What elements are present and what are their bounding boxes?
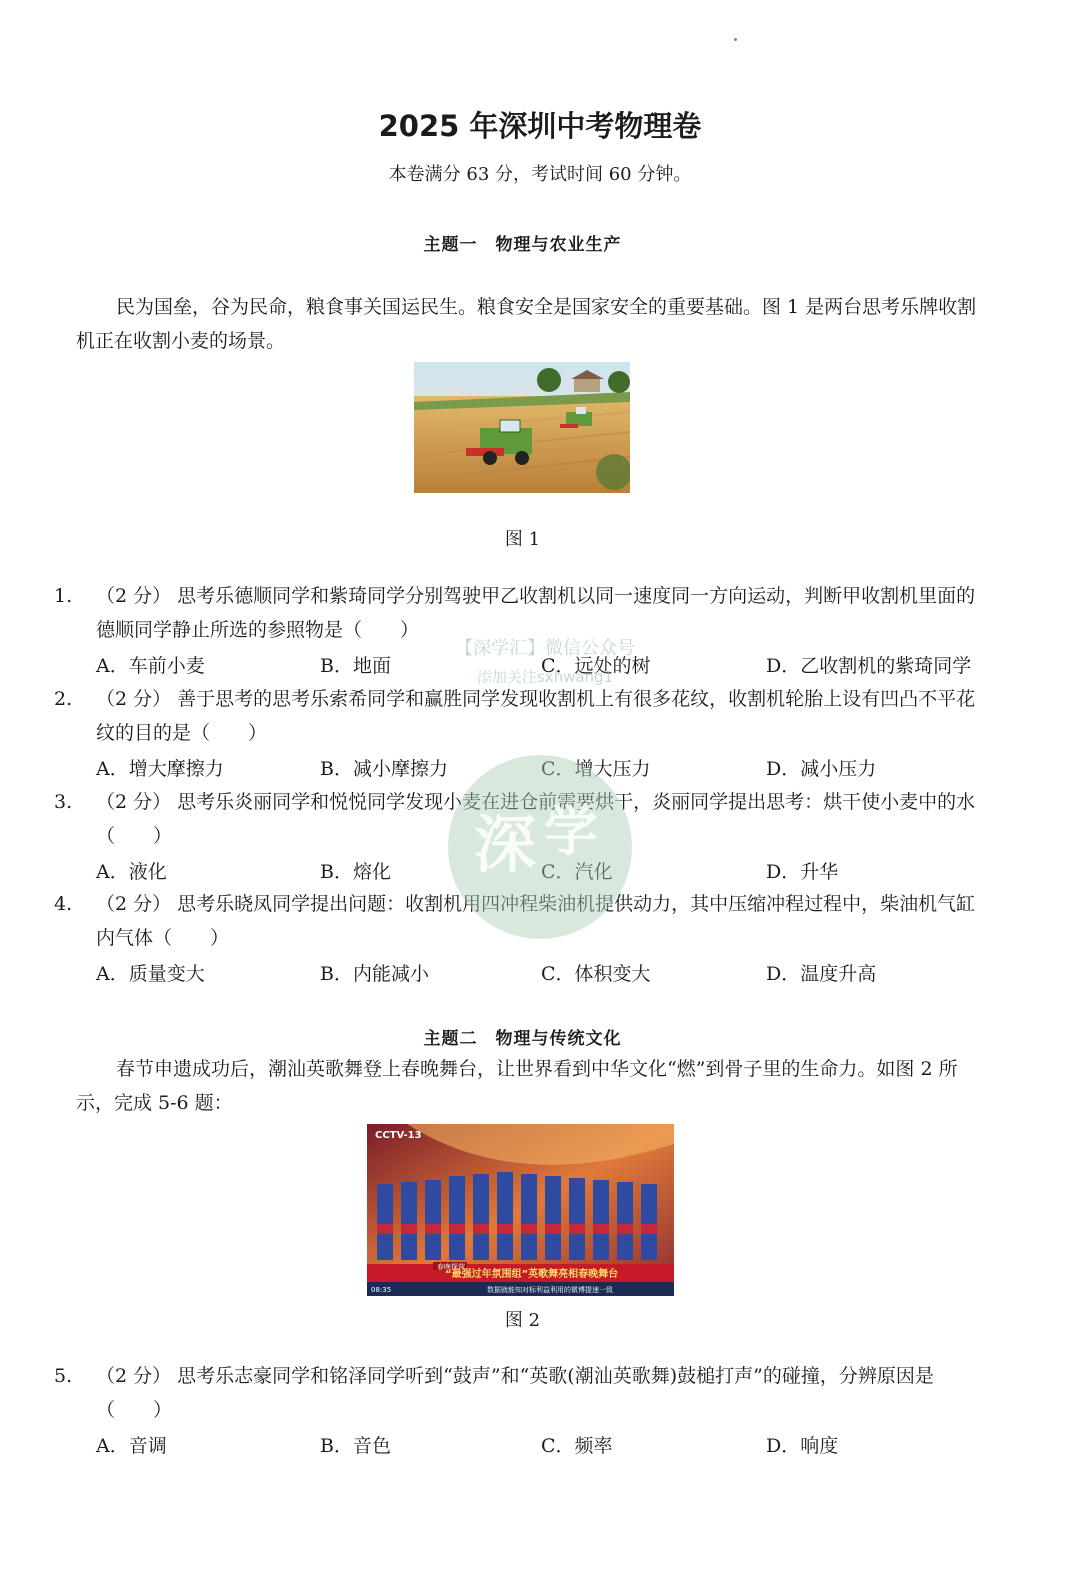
question-score: （2 分） — [96, 585, 172, 607]
tv-ticker: 数据就能知对标利益利用的微博提速一致 — [487, 1286, 613, 1294]
option-2a: A．增大摩擦力 — [96, 758, 224, 780]
option-3a: A．液化 — [96, 861, 167, 883]
topic2-heading: 主题二 物理与传统文化 — [423, 1029, 622, 1049]
question-text: 思考乐炎丽同学和悦悦同学发现小麦在进仓前需要烘干，炎丽同学提出思考：烘干使小麦中的水（ ） — [96, 791, 976, 847]
option-4b: B．内能减小 — [320, 963, 429, 985]
option-3c: C．汽化 — [541, 861, 613, 883]
exam-subtitle: 本卷满分 63 分，考试时间 60 分钟。 — [388, 164, 692, 185]
option-2b: B．减小摩擦力 — [320, 758, 448, 780]
tv-headline: “最强过年氛围组”英歌舞亮相春晚舞台 — [445, 1269, 619, 1280]
tv-time: 08:35 — [371, 1286, 392, 1294]
figure1-caption: 图 1 — [504, 529, 541, 550]
tv-logo: CCTV-13 — [375, 1130, 422, 1141]
option-1b: B．地面 — [320, 655, 391, 677]
option-1c: C．远处的树 — [541, 655, 651, 677]
question-score: （2 分） — [96, 893, 172, 915]
figure2-caption: 图 2 — [504, 1310, 541, 1331]
exam-title: 2025 年深圳中考物理卷 — [378, 109, 702, 143]
option-4d: D．温度升高 — [766, 963, 877, 985]
topic2-intro: 春节申遗成功后，潮汕英歌舞登上春晚舞台，让世界看到中华文化“燃”到骨子里的生命力。如图 2 所示，完成 5-6 题： — [76, 1058, 958, 1114]
question-text: 思考乐晓凤同学提出问题：收割机用四冲程柴油机提供动力，其中压缩冲程过程中，柴油机气缸内气体（ ） — [96, 893, 976, 949]
question-3 — [54, 785, 988, 853]
topic1-heading: 主题一 物理与农业生产 — [423, 235, 622, 255]
option-1d: D．乙收割机的紫琦同学 — [766, 655, 972, 677]
option-2d: D．减小压力 — [766, 758, 877, 780]
question-text: 思考乐德顺同学和紫琦同学分别驾驶甲乙收割机以同一速度同一方向运动，判断甲收割机里面的德顺同学静止所选的参照物是（ ） — [96, 585, 976, 641]
question-score: （2 分） — [96, 688, 172, 710]
question-score: （2 分） — [96, 1365, 172, 1387]
option-1a: A．车前小麦 — [96, 655, 205, 677]
decorative-dot — [734, 38, 737, 41]
question-text: 善于思考的思考乐索希同学和赢胜同学发现收割机上有很多花纹，收割机轮胎上设有凹凸不平花纹的目的是（ ） — [96, 688, 976, 744]
topic1-intro: 民为国垒，谷为民命，粮食事关国运民生。粮食安全是国家安全的重要基础。图 1 是两台思考乐牌收割机正在收割小麦的场景。 — [76, 296, 977, 352]
question-1 — [54, 579, 988, 647]
option-5b: B．音色 — [320, 1435, 391, 1457]
question-4 — [54, 887, 988, 955]
question-2 — [54, 682, 988, 750]
watermark-line1: 【深学汇】微信公众号 — [455, 638, 635, 659]
figure1-harvesters-image — [414, 362, 630, 493]
question-number: 4. — [54, 893, 73, 915]
question-score: （2 分） — [96, 791, 172, 813]
question-number: 1. — [54, 585, 73, 607]
question-number: 5. — [54, 1365, 73, 1387]
watermark-logo-char1: 深 — [474, 808, 537, 881]
question-5 — [54, 1359, 988, 1427]
option-5a: A．音调 — [96, 1435, 167, 1457]
question-number: 2. — [54, 688, 73, 710]
option-3d: D．升华 — [766, 861, 839, 883]
watermark-logo-char2: 学 — [544, 800, 598, 863]
option-4a: A．质量变大 — [96, 963, 205, 985]
tv-tag: 春晚探营 — [437, 1263, 465, 1271]
option-4c: C．体积变大 — [541, 963, 651, 985]
option-5d: D．响度 — [766, 1435, 839, 1457]
option-3b: B．熔化 — [320, 861, 391, 883]
watermark-line2: 添加关注sxhwang1 — [476, 668, 614, 686]
option-5c: C．频率 — [541, 1435, 613, 1457]
question-number: 3. — [54, 791, 73, 813]
figure2-dance-image — [367, 1124, 674, 1296]
question-text: 思考乐志豪同学和铭泽同学听到“鼓声”和“英歌(潮汕英歌舞)鼓槌打声”的碰撞，分辨原因是（ ） — [96, 1365, 934, 1421]
option-2c: C．增大压力 — [541, 758, 651, 780]
